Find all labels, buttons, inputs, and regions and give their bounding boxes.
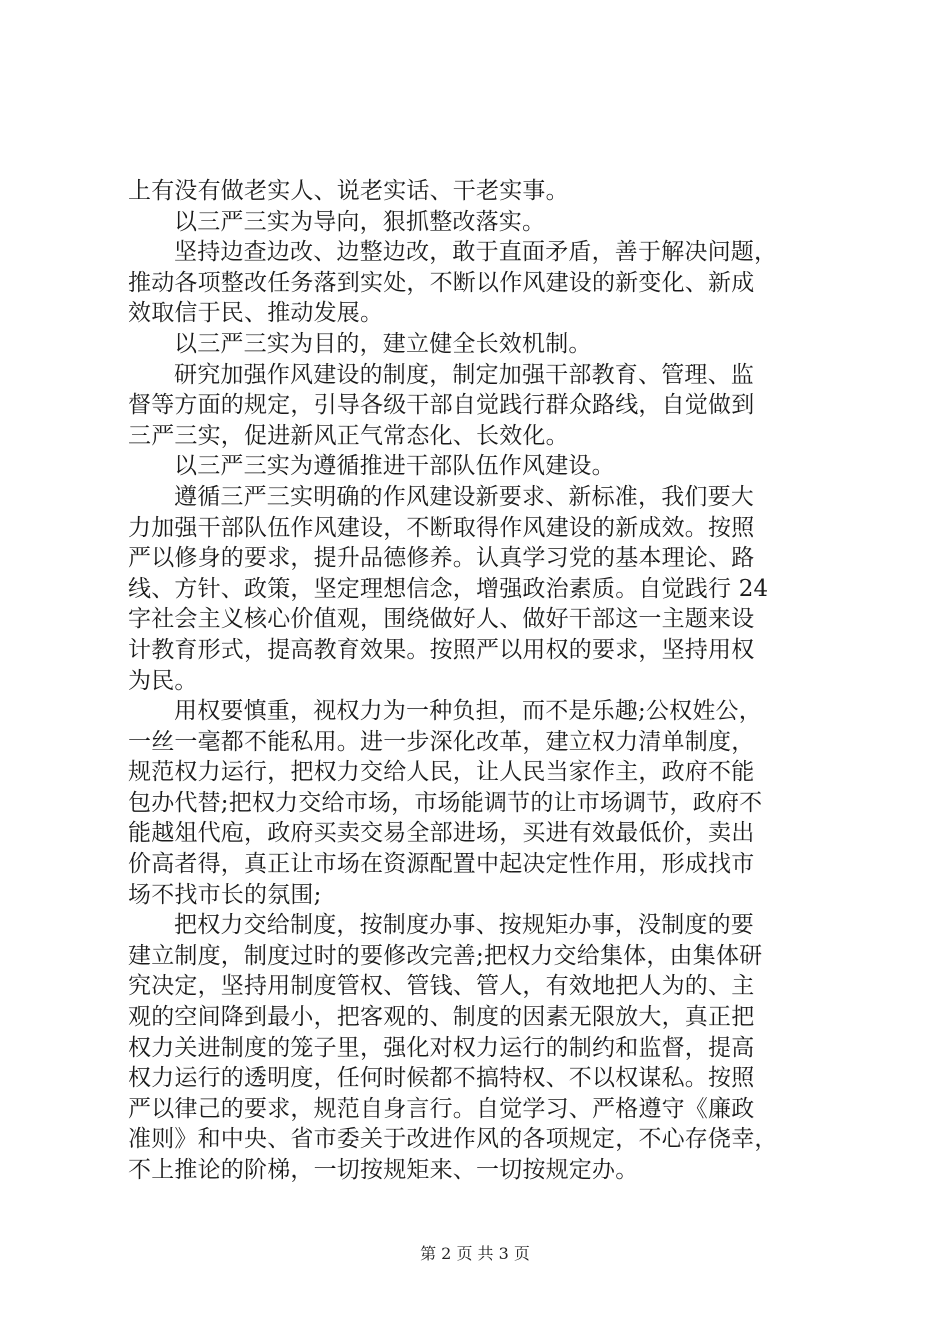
text-line: 规范权力运行，把权力交给人民，让人民当家作主，政府不能 bbox=[128, 759, 755, 786]
document-body bbox=[128, 176, 848, 1186]
text-line: 效取信于民、推动发展。 bbox=[128, 300, 384, 327]
text-line: 观的空间降到最小，把客观的、制度的因素无限放大，真正把 bbox=[128, 1004, 755, 1031]
text-line: 能越俎代庖，政府买卖交易全部进场，买进有效最低价，卖出 bbox=[128, 820, 755, 847]
text-line: 遵循三严三实明确的作风建设新要求、新标准，我们要大 bbox=[174, 483, 754, 510]
text-line: 究决定，坚持用制度管权、管钱、管人，有效地把人为的、主 bbox=[128, 973, 755, 1000]
text-line: 坚持边查边改、边整边改，敢于直面矛盾，善于解决问题， bbox=[174, 239, 778, 266]
text-line: 以三严三实为导向，狠抓整改落实。 bbox=[174, 208, 546, 235]
text-line: 为民。 bbox=[128, 667, 198, 694]
text-line: 一丝一毫都不能私用。进一步深化改革，建立权力清单制度， bbox=[128, 728, 755, 755]
text-line: 严以修身的要求，提升品德修养。认真学习党的基本理论、路 bbox=[128, 545, 755, 572]
text-line: 严以律己的要求，规范自身言行。自觉学习、严格遵守《廉政 bbox=[128, 1095, 755, 1122]
text-line: 力加强干部队伍作风建设，不断取得作风建设的新成效。按照 bbox=[128, 514, 755, 541]
text-line: 督等方面的规定，引导各级干部自觉践行群众路线，自觉做到 bbox=[128, 392, 755, 419]
text-line: 建立制度，制度过时的要修改完善;把权力交给集体，由集体研 bbox=[128, 942, 763, 969]
text-line: 以三严三实为目的，建立健全长效机制。 bbox=[174, 330, 592, 357]
text-line: 推动各项整改任务落到实处，不断以作风建设的新变化、新成 bbox=[128, 269, 755, 296]
text-line: 权力关进制度的笼子里，强化对权力运行的制约和监督，提高 bbox=[128, 1034, 755, 1061]
text-line: 字社会主义核心价值观，围绕做好人、做好干部这一主题来设 bbox=[128, 606, 755, 633]
text-line: 以三严三实为遵循推进干部队伍作风建设。 bbox=[174, 453, 615, 480]
text-line: 价高者得，真正让市场在资源配置中起决定性作用，形成找市 bbox=[128, 851, 755, 878]
text-line: 权力运行的透明度，任何时候都不搞特权、不以权谋私。按照 bbox=[128, 1065, 755, 1092]
text-line: 准则》和中央、省市委关于改进作风的各项规定，不心存侥幸， bbox=[128, 1126, 778, 1153]
text-line: 把权力交给制度，按制度办事、按规矩办事，没制度的要 bbox=[174, 912, 754, 939]
text-line: 不上推论的阶梯，一切按规矩来、一切按规定办。 bbox=[128, 1157, 639, 1183]
text-line: 包办代替;把权力交给市场，市场能调节的让市场调节，政府不 bbox=[128, 789, 763, 816]
text-line: 上有没有做老实人、说老实话、干老实事。 bbox=[128, 178, 569, 204]
text-line: 三严三实，促进新风正气常态化、长效化。 bbox=[128, 422, 569, 449]
text-line: 线、方针、政策，坚定理想信念，增强政治素质。自觉践行 24 bbox=[128, 575, 769, 602]
text-line: 计教育形式，提高教育效果。按照严以用权的要求，坚持用权 bbox=[128, 636, 755, 663]
page-footer: 第 2 页 共 3 页 bbox=[420, 1244, 530, 1263]
text-line: 场不找市长的氛围; bbox=[128, 881, 322, 908]
text-line: 研究加强作风建设的制度，制定加强干部教育、管理、监 bbox=[174, 361, 754, 388]
text-line: 用权要慎重，视权力为一种负担，而不是乐趣;公权姓公， bbox=[174, 698, 762, 725]
